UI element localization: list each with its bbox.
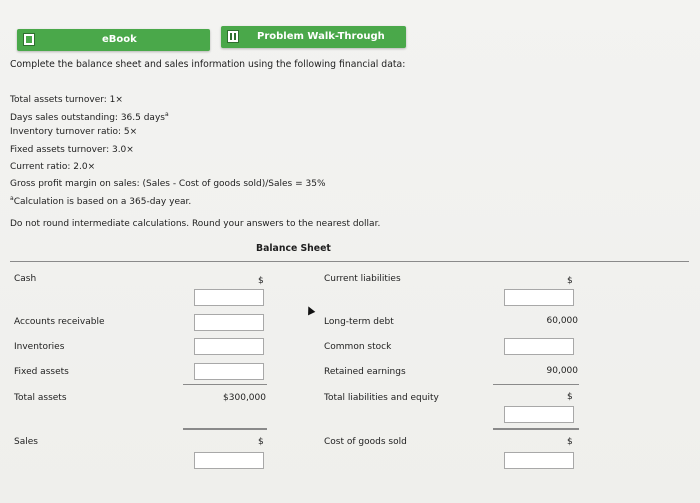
- cost-of-goods-sold-input[interactable]: [504, 452, 574, 469]
- data-line-inventory-turnover: Inventory turnover ratio: 5×: [10, 127, 138, 137]
- inventories-input[interactable]: [194, 338, 264, 355]
- total-assets-value: $300,000: [223, 393, 266, 403]
- currency-current-liabilities: $: [567, 276, 573, 286]
- data-line-gross-profit-margin: Gross profit margin on sales: (Sales - Cost of goods sold)/Sales = 35%: [10, 179, 326, 189]
- sales-input[interactable]: [194, 452, 264, 469]
- label-retained-earnings: Retained earnings: [324, 367, 406, 377]
- label-fixed-assets: Fixed assets: [14, 367, 69, 377]
- problem-walkthrough-button[interactable]: [221, 26, 406, 48]
- liabilities-double-rule: [493, 428, 579, 430]
- label-cost-of-goods-sold: Cost of goods sold: [324, 437, 407, 447]
- data-line-current-ratio: Current ratio: 2.0×: [10, 162, 96, 172]
- label-total-assets: Total assets: [14, 393, 67, 403]
- label-total-liabilities-equity: Total liabilities and equity: [324, 393, 439, 403]
- retained-earnings-value: 90,000: [546, 366, 578, 376]
- total-liabilities-equity-input[interactable]: [504, 406, 574, 423]
- long-term-debt-value: 60,000: [546, 316, 578, 326]
- header-divider: [10, 261, 689, 262]
- label-sales: Sales: [14, 437, 38, 447]
- rounding-instruction: Do not round intermediate calculations. Round your answers to the nearest dollar.: [10, 219, 381, 229]
- footnote-marker: a: [10, 195, 14, 202]
- current-liabilities-input[interactable]: [504, 289, 574, 306]
- cash-input[interactable]: [194, 289, 264, 306]
- instructions-text: Complete the balance sheet and sales information using the following financial data:: [10, 59, 406, 70]
- accounts-receivable-input[interactable]: [194, 314, 264, 331]
- data-line-fixed-assets-turnover: Fixed assets turnover: 3.0×: [10, 145, 134, 155]
- ebook-label: eBook: [102, 34, 137, 45]
- footnote-text: $^a$Calculation is based on a 365-day year.: [10, 195, 192, 207]
- label-cash: Cash: [14, 274, 37, 284]
- label-accounts-receivable: Accounts receivable: [14, 317, 105, 327]
- common-stock-input[interactable]: [504, 338, 574, 355]
- data-line-total-assets-turnover: Total assets turnover: 1×: [10, 95, 123, 105]
- label-common-stock: Common stock: [324, 342, 392, 352]
- label-current-liabilities: Current liabilities: [324, 274, 401, 284]
- ebook-button[interactable]: [17, 29, 210, 51]
- balance-sheet-title: Balance Sheet: [256, 243, 331, 254]
- book-icon: [23, 33, 35, 46]
- data-line-dso: Days sales outstanding: 36.5 days$^a$: [10, 111, 169, 123]
- mouse-cursor-icon: [305, 305, 316, 316]
- label-long-term-debt: Long-term debt: [324, 317, 394, 327]
- footnote-marker: a: [164, 111, 169, 118]
- walkthrough-icon: [227, 30, 239, 43]
- assets-double-rule: [183, 428, 267, 430]
- walkthrough-label: Problem Walk-Through: [257, 31, 385, 42]
- currency-cash: $: [258, 276, 264, 286]
- currency-total-liabilities-equity: $: [567, 392, 573, 402]
- currency-sales: $: [258, 437, 264, 447]
- label-inventories: Inventories: [14, 342, 65, 352]
- liabilities-total-rule: [493, 384, 579, 385]
- fixed-assets-input[interactable]: [194, 363, 264, 380]
- assets-total-rule: [183, 384, 267, 385]
- currency-cost-of-goods-sold: $: [567, 437, 573, 447]
